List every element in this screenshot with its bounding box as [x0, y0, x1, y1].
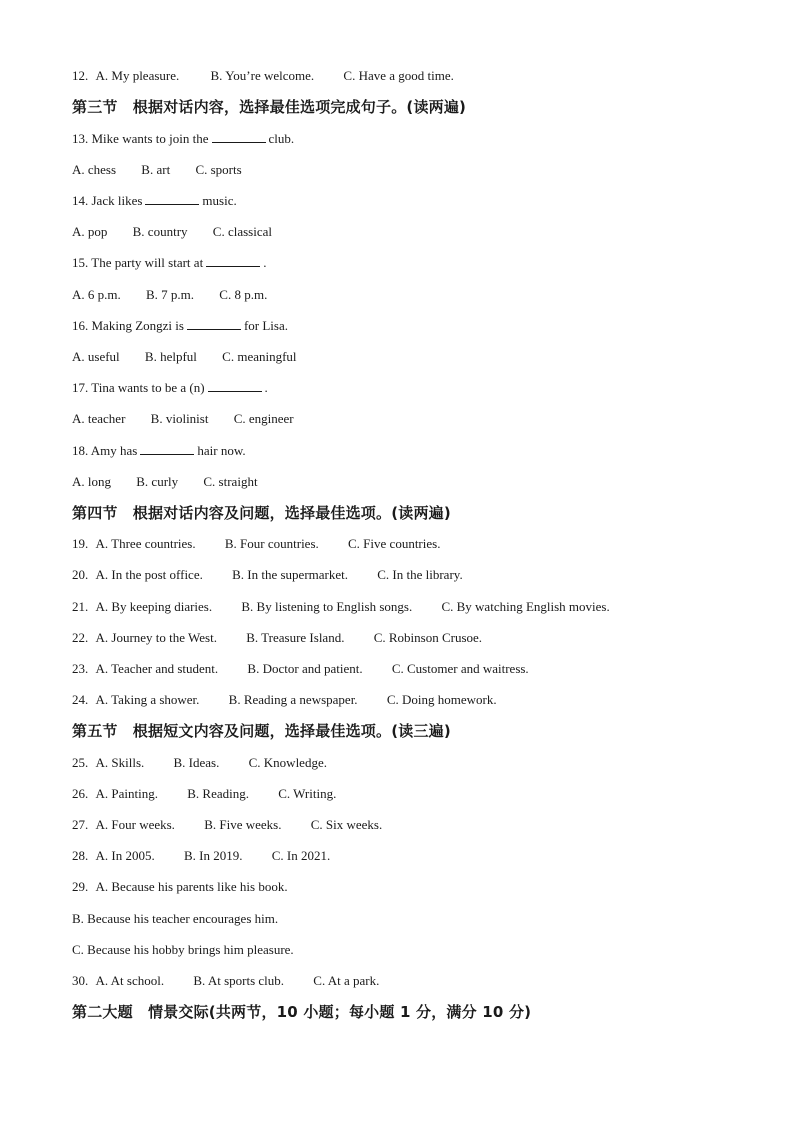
question-16: [72, 315, 754, 337]
section-5-heading: 第五节 根据短文内容及问题，选择最佳选项。(读三遍): [72, 722, 451, 740]
option-c: C. Customer and waitress.: [391, 661, 529, 676]
question-13: [72, 128, 754, 150]
option-b: B. Treasure Island.: [246, 630, 345, 645]
question-19: [72, 533, 754, 555]
question-text-end: hair now.: [197, 443, 246, 458]
question-15-options: [72, 284, 754, 306]
option-a: A. Four weeks.: [95, 817, 175, 832]
question-17: [72, 377, 754, 399]
question-text: 15. The party will start at: [72, 255, 204, 270]
question-14-options: [72, 221, 754, 243]
option-a: A. In the post office.: [95, 567, 203, 582]
option-c: C. Five countries.: [348, 536, 441, 551]
question-number: 24.: [72, 692, 89, 707]
option-b: B. You’re welcome.: [210, 68, 315, 83]
option-c: C. Doing homework.: [386, 692, 497, 707]
option-a: A. Teacher and student.: [95, 661, 219, 676]
option-c: C. sports: [195, 162, 242, 177]
question-number: 27.: [72, 817, 89, 832]
answer-blank: [206, 254, 260, 267]
question-text-end: club.: [268, 131, 295, 146]
question-number: 30.: [72, 973, 89, 988]
question-number: 19.: [72, 536, 89, 551]
question-29: [72, 876, 754, 898]
option-b: B. country: [132, 224, 188, 239]
question-text-end: music.: [202, 193, 237, 208]
option-a: A. At school.: [95, 973, 165, 988]
option-a: A. Three countries.: [95, 536, 196, 551]
section-3-heading: 第三节 根据对话内容，选择最佳选项完成句子。(读两遍): [72, 98, 467, 116]
option-c: C. 8 p.m.: [219, 287, 268, 302]
question-number: 29.: [72, 879, 89, 894]
question-30: [72, 970, 754, 992]
question-text-end: .: [263, 255, 267, 270]
option-c: C. Writing.: [278, 786, 337, 801]
option-b: B. By listening to English songs.: [241, 599, 413, 614]
question-text: 16. Making Zongzi is: [72, 318, 184, 333]
question-text: 14. Jack likes: [72, 193, 143, 208]
question-29-option-b: B. Because his teacher encourages him.: [72, 911, 279, 926]
option-c: C. straight: [203, 474, 258, 489]
question-18: [72, 440, 754, 462]
option-b: B. Four countries.: [224, 536, 319, 551]
option-c: C. engineer: [233, 411, 294, 426]
option-a: A. 6 p.m.: [72, 287, 121, 302]
question-number: 25.: [72, 755, 89, 770]
question-number: 22.: [72, 630, 89, 645]
option-c: C. In 2021.: [271, 848, 331, 863]
answer-blank: [145, 192, 199, 205]
answer-blank: [208, 379, 262, 392]
option-a: A. My pleasure.: [95, 68, 180, 83]
option-c: C. Six weeks.: [310, 817, 383, 832]
question-29-option-c: C. Because his hobby brings him pleasure.: [72, 942, 294, 957]
option-a: A. In 2005.: [95, 848, 155, 863]
option-b: B. Ideas.: [173, 755, 220, 770]
question-12: [72, 65, 754, 87]
question-18-options: [72, 471, 754, 493]
option-a: A. Painting.: [95, 786, 158, 801]
question-text: 13. Mike wants to join the: [72, 131, 209, 146]
option-a: A. long: [72, 474, 111, 489]
option-b: B. Five weeks.: [204, 817, 282, 832]
option-a: A. chess: [72, 162, 117, 177]
option-c: C. At a park.: [313, 973, 380, 988]
part-2-heading: 第二大题 情景交际(共两节，10 小题；每小题 1 分，满分 10 分): [72, 1003, 532, 1021]
option-b: B. violinist: [150, 411, 209, 426]
question-17-options: [72, 408, 754, 430]
answer-blank: [212, 130, 266, 143]
question-number: 23.: [72, 661, 89, 676]
question-number: 26.: [72, 786, 89, 801]
question-13-options: [72, 159, 754, 181]
question-16-options: [72, 346, 754, 368]
question-24: [72, 689, 754, 711]
option-b: B. In 2019.: [183, 848, 243, 863]
option-a: A. By keeping diaries.: [95, 599, 213, 614]
option-b: B. At sports club.: [193, 973, 285, 988]
option-b: B. curly: [136, 474, 179, 489]
option-a: A. useful: [72, 349, 120, 364]
question-number: 21.: [72, 599, 89, 614]
option-b: B. Reading.: [187, 786, 249, 801]
option-c: C. classical: [212, 224, 272, 239]
option-b: B. Doctor and patient.: [247, 661, 363, 676]
question-text: 17. Tina wants to be a (n): [72, 380, 205, 395]
option-b: B. 7 p.m.: [146, 287, 195, 302]
question-26: [72, 783, 754, 805]
question-20: [72, 564, 754, 586]
question-23: [72, 658, 754, 680]
answer-blank: [187, 317, 241, 330]
answer-blank: [140, 442, 194, 455]
option-b: B. In the supermarket.: [232, 567, 348, 582]
question-text-end: .: [264, 380, 268, 395]
question-28: [72, 845, 754, 867]
question-text-end: for Lisa.: [243, 318, 288, 333]
question-22: [72, 627, 754, 649]
question-number: 20.: [72, 567, 89, 582]
question-text: 18. Amy has: [72, 443, 138, 458]
option-b: B. helpful: [144, 349, 197, 364]
question-14: [72, 190, 754, 212]
option-c: C. Knowledge.: [248, 755, 327, 770]
option-b: B. Reading a newspaper.: [228, 692, 358, 707]
option-a: A. teacher: [72, 411, 126, 426]
option-b: B. art: [141, 162, 171, 177]
question-25: [72, 752, 754, 774]
section-4-heading: 第四节 根据对话内容及问题，选择最佳选项。(读两遍): [72, 504, 451, 522]
option-a: A. Skills.: [95, 755, 145, 770]
option-c: C. Have a good time.: [343, 68, 454, 83]
question-27: [72, 814, 754, 836]
option-a: A. Journey to the West.: [95, 630, 217, 645]
option-c: C. Robinson Crusoe.: [373, 630, 483, 645]
option-a: A. Taking a shower.: [95, 692, 200, 707]
option-c: C. In the library.: [377, 567, 463, 582]
question-number: 12.: [72, 68, 89, 83]
option-c: C. By watching English movies.: [441, 599, 610, 614]
option-a: A. Because his parents like his book.: [95, 879, 288, 894]
question-number: 28.: [72, 848, 89, 863]
option-a: A. pop: [72, 224, 108, 239]
question-21: [72, 596, 754, 618]
option-c: C. meaningful: [222, 349, 297, 364]
question-15: [72, 252, 754, 274]
